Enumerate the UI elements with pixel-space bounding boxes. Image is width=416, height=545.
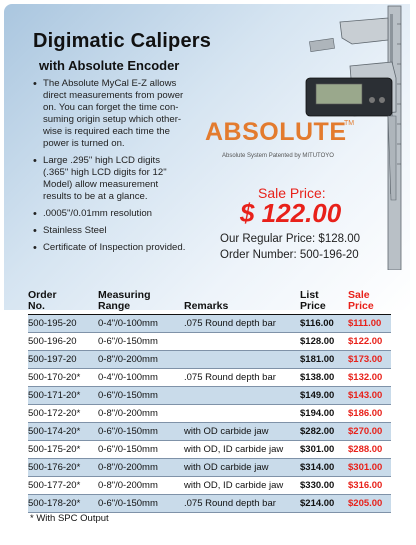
- cell-order-no: 500-197-20: [28, 351, 98, 369]
- cell-sale-price: $122.00: [348, 333, 391, 351]
- cell-remarks: .075 Round depth bar: [184, 369, 300, 387]
- sale-price-value: $ 122.00: [240, 198, 342, 228]
- header-order-no: Order No.: [28, 290, 98, 315]
- cell-list-price: $149.00: [300, 387, 348, 405]
- header-remarks: Remarks: [184, 290, 300, 315]
- footnote: * With SPC Output: [30, 513, 109, 524]
- cell-order-no: 500-174-20*: [28, 423, 98, 441]
- cell-order-no: 500-170-20*: [28, 369, 98, 387]
- order-number: Order Number: 500-196-20: [220, 249, 359, 261]
- cell-list-price: $138.00: [300, 369, 348, 387]
- feature-item: • .0005"/0.01mm resolution: [33, 208, 208, 220]
- table-row: [28, 369, 391, 387]
- feature-list: [33, 78, 208, 259]
- product-subtitle: with Absolute Encoder: [39, 58, 180, 73]
- cell-order-no: 500-175-20*: [28, 441, 98, 459]
- cell-sale-price: $205.00: [348, 495, 391, 513]
- cell-remarks: with OD, ID carbide jaw: [184, 477, 300, 495]
- table-row: [28, 477, 391, 495]
- cell-range: 0-8"/0-200mm: [98, 477, 184, 495]
- absolute-logo: ABSOLUTE: [205, 118, 347, 146]
- table-row: [28, 459, 391, 477]
- cell-sale-price: $186.00: [348, 405, 391, 423]
- feature-item: • Stainless Steel: [33, 225, 208, 237]
- feature-item: • Certificate of Inspection provided.: [33, 242, 208, 254]
- cell-list-price: $301.00: [300, 441, 348, 459]
- table-row: [28, 441, 391, 459]
- cell-sale-price: $301.00: [348, 459, 391, 477]
- cell-range: 0-6"/0-150mm: [98, 423, 184, 441]
- table-row: [28, 315, 391, 333]
- cell-list-price: $282.00: [300, 423, 348, 441]
- price-table: [28, 290, 391, 513]
- cell-remarks: [184, 333, 300, 351]
- cell-sale-price: $288.00: [348, 441, 391, 459]
- cell-remarks: [184, 351, 300, 369]
- cell-order-no: 500-171-20*: [28, 387, 98, 405]
- regular-price: Our Regular Price: $128.00: [220, 233, 360, 245]
- cell-sale-price: $132.00: [348, 369, 391, 387]
- cell-remarks: [184, 387, 300, 405]
- cell-sale-price: $270.00: [348, 423, 391, 441]
- cell-sale-price: $111.00: [348, 315, 391, 333]
- cell-order-no: 500-196-20: [28, 333, 98, 351]
- cell-remarks: with OD carbide jaw: [184, 459, 300, 477]
- table-row: [28, 495, 391, 513]
- cell-list-price: $214.00: [300, 495, 348, 513]
- cell-range: 0-6"/0-150mm: [98, 441, 184, 459]
- table-row: [28, 351, 391, 369]
- cell-range: 0-6"/0-150mm: [98, 495, 184, 513]
- feature-item: • The Absolute MyCal E-Z allows direct measurements from power on. You can forget the time con- suming origin setup which other- wise is required each time the power is turned on.: [33, 78, 208, 150]
- header-list-price: List Price: [300, 290, 348, 315]
- product-title: Digimatic Calipers: [33, 30, 212, 52]
- sale-price-label: Sale Price:: [258, 185, 326, 201]
- cell-order-no: 500-177-20*: [28, 477, 98, 495]
- cell-range: 0-4"/0-100mm: [98, 315, 184, 333]
- cell-sale-price: $143.00: [348, 387, 391, 405]
- cell-list-price: $116.00: [300, 315, 348, 333]
- logo-tagline: Absolute System Patented by MITUTOYO: [222, 153, 334, 159]
- cell-remarks: [184, 405, 300, 423]
- cell-list-price: $128.00: [300, 333, 348, 351]
- header-measuring-range: Measuring Range: [98, 290, 184, 315]
- cell-range: 0-6"/0-150mm: [98, 387, 184, 405]
- table-row: [28, 387, 391, 405]
- cell-sale-price: $173.00: [348, 351, 391, 369]
- header-sale-price: Sale Price: [348, 290, 391, 315]
- cell-range: 0-8"/0-200mm: [98, 459, 184, 477]
- cell-list-price: $181.00: [300, 351, 348, 369]
- cell-remarks: .075 Round depth bar: [184, 495, 300, 513]
- cell-range: 0-8"/0-200mm: [98, 351, 184, 369]
- cell-order-no: 500-172-20*: [28, 405, 98, 423]
- table-header-row: [28, 290, 391, 315]
- cell-list-price: $330.00: [300, 477, 348, 495]
- cell-order-no: 500-195-20: [28, 315, 98, 333]
- table-row: [28, 423, 391, 441]
- cell-range: 0-6"/0-150mm: [98, 333, 184, 351]
- cell-list-price: $314.00: [300, 459, 348, 477]
- trademark-mark: TM: [344, 120, 355, 127]
- cell-remarks: .075 Round depth bar: [184, 315, 300, 333]
- cell-remarks: with OD, ID carbide jaw: [184, 441, 300, 459]
- cell-range: 0-4"/0-100mm: [98, 369, 184, 387]
- cell-list-price: $194.00: [300, 405, 348, 423]
- cell-range: 0-8"/0-200mm: [98, 405, 184, 423]
- cell-order-no: 500-178-20*: [28, 495, 98, 513]
- cell-remarks: with OD carbide jaw: [184, 423, 300, 441]
- table-row: [28, 333, 391, 351]
- feature-item: • Large .295" high LCD digits (.365" high LCD digits for 12" Model) allow measurement results to be at a glance.: [33, 155, 208, 203]
- table-row: [28, 405, 391, 423]
- cell-order-no: 500-176-20*: [28, 459, 98, 477]
- cell-sale-price: $316.00: [348, 477, 391, 495]
